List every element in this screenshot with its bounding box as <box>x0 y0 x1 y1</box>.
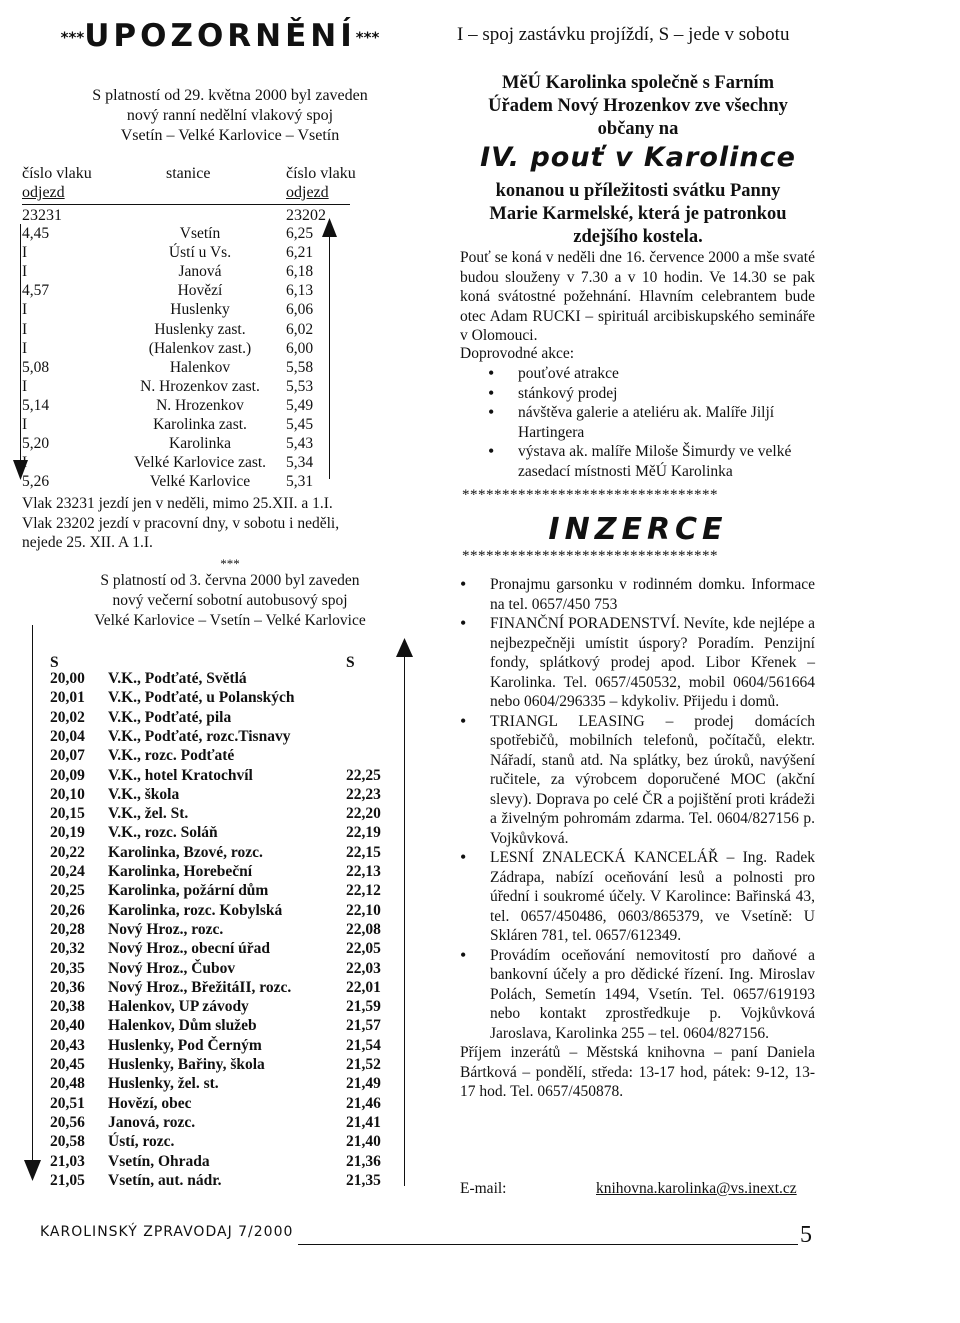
return-time: 5,45 <box>286 416 314 433</box>
return-time: 6,00 <box>286 339 314 357</box>
return-time: 21,40 <box>346 1133 381 1151</box>
table-row <box>0 301 400 320</box>
table-row <box>0 786 400 805</box>
departure-time: I <box>22 263 28 281</box>
station-name: N. Hrozenkov zast. <box>140 377 260 395</box>
stop-name: V.K., škola <box>108 785 180 803</box>
stop-name: Halenkov, Dům služeb <box>108 1017 257 1035</box>
ads-footer: Příjem inzerátů – Městská knihovna – paní Daniela Bártková – pondělí, středa: 13-17 hod, pátek: 9-12, 13-17 hod. Tel. 0657/450878. <box>460 1044 815 1100</box>
return-time: 22,15 <box>346 843 381 861</box>
return-time: 21,36 <box>346 1152 381 1170</box>
station-name: Karolinka <box>169 435 231 453</box>
table-row <box>0 1017 400 1036</box>
departure-time: I <box>22 339 28 357</box>
list-item: • výstava ak. malíře Miloše Šimurdy ve velké zasedací místnosti MěÚ Karolinka <box>460 442 815 481</box>
event-occasion <box>458 180 818 249</box>
train-header-rule <box>22 204 350 205</box>
train-col1-sub: odjezd <box>22 184 65 201</box>
return-time: 22,03 <box>346 959 381 977</box>
return-time: 6,13 <box>286 282 314 300</box>
station-name: Karolinka zast. <box>153 416 247 433</box>
notice-banner <box>35 18 405 54</box>
table-row <box>0 1172 400 1191</box>
return-time: 21,41 <box>346 1113 381 1131</box>
return-time: 21,49 <box>346 1075 381 1093</box>
table-row <box>0 359 400 378</box>
return-time: 6,06 <box>286 301 314 319</box>
bus-up-line <box>404 656 405 1186</box>
train-note: Vlak 23202 jezdí v pracovní dny, v sobotu i neděli, nejede 25. XII. A 1.I. <box>22 514 340 551</box>
outbound-time: 20,01 <box>50 689 85 707</box>
schedule-legend: I – spoj zastávku projíždí, S – jede v sobotu <box>457 24 790 45</box>
table-row <box>0 321 400 340</box>
train-col1-header: číslo vlaku <box>22 165 92 182</box>
outbound-time: 20,02 <box>50 708 85 726</box>
table-row <box>0 1114 400 1133</box>
departure-time: I <box>22 416 28 433</box>
return-time: 22,05 <box>346 940 381 958</box>
bus-intro <box>60 571 400 631</box>
invitation-line: MěÚ Karolinka společně s Farním <box>501 73 774 93</box>
outbound-time: 20,10 <box>50 785 85 803</box>
train-intro-line: S platností od 29. května 2000 byl zaveden <box>92 87 368 104</box>
table-row <box>0 747 400 766</box>
table-row <box>0 378 400 397</box>
return-time: 22,10 <box>346 901 381 919</box>
table-row <box>0 921 400 940</box>
outbound-time: 20,25 <box>50 882 85 900</box>
return-time: 22,13 <box>346 863 381 880</box>
banner-title: UPOZORNĚNÍ <box>84 18 356 54</box>
table-row <box>0 416 400 435</box>
stop-name: Huslenky, Bařiny, škola <box>108 1056 265 1073</box>
outbound-time: 20,32 <box>50 940 85 958</box>
stop-name: Nový Hroz., Čubov <box>108 959 236 977</box>
up-arrow-icon <box>396 638 413 658</box>
departure-time: I <box>22 454 28 472</box>
event-details: Pouť se koná v neděli dne 16. července 2000 a mše svaté budou slouženy v 7.30 a v 10 hodin. Ve 14.30 se pak koná svátostné požehnání. Hlavním celebrantem bude otec Adam RUCKI – spirituál arcibiskupského semináře v Olomouci. <box>460 249 815 344</box>
station-name: Huslenky <box>170 301 230 319</box>
table-row <box>0 1133 400 1152</box>
bus-col1-header: S <box>50 654 59 671</box>
outbound-time: 20,26 <box>50 901 85 919</box>
ad-item: • TRIANGL LEASING – prodej domácích spotřebičů, mobilních telefonů, počítačů, elektr. Nářadí, stanů atd. Na splátky, bez úroků, navýšení ručitele, za výrobcem doporučené MOC (akční slevy). Doprava po celé ČR a pojištění proti krádeži a živelným pohromám zdarma. Tel. 0604/827156 p. Vojkůvková. <box>460 712 815 849</box>
banner-stars-right: *** <box>355 28 380 47</box>
return-time: 21,52 <box>346 1056 381 1073</box>
section-separator: *** <box>220 556 240 571</box>
return-time: 6,21 <box>286 244 314 262</box>
table-row <box>0 902 400 921</box>
ads-list <box>460 575 815 1102</box>
outbound-time: 20,45 <box>50 1056 85 1073</box>
return-time: 21,46 <box>346 1094 381 1112</box>
departure-time: 5,08 <box>22 358 50 376</box>
table-row <box>0 882 400 901</box>
return-time: 22,20 <box>346 805 381 823</box>
page-footer <box>40 1222 812 1250</box>
station-name: Velké Karlovice zast. <box>133 454 267 472</box>
return-time: 5,34 <box>286 454 314 472</box>
outbound-time: 20,19 <box>50 824 85 842</box>
stop-name: V.K., Podťaté, rozc.Tisnavy <box>108 727 291 745</box>
stop-name: V.K., Podťaté, Světlá <box>108 670 247 687</box>
stop-name: Karolinka, požární dům <box>108 882 269 900</box>
outbound-time: 20,51 <box>50 1094 85 1112</box>
table-row <box>0 1056 400 1075</box>
train-note: Vlak 23231 jezdí jen v neděli, mimo 25.XII. a 1.I. <box>22 495 333 512</box>
side-events-list <box>460 364 815 481</box>
stop-name: V.K., žel. St. <box>108 805 189 823</box>
departure-time: 5,26 <box>22 473 50 491</box>
departure-time: 5,20 <box>22 435 50 453</box>
stop-name: V.K., rozc. Podťaté <box>108 747 235 765</box>
station-name: Vsetín <box>179 225 221 242</box>
outbound-time: 20,15 <box>50 805 85 823</box>
footer-rule <box>298 1244 798 1245</box>
stop-name: Huslenky, Pod Černým <box>108 1036 262 1054</box>
outbound-time: 20,43 <box>50 1036 85 1054</box>
departure-time: 4,57 <box>22 282 50 300</box>
stars-divider: ******************************** <box>462 548 718 564</box>
stop-name: Nový Hroz., rozc. <box>108 920 224 938</box>
table-row <box>0 244 400 263</box>
table-row <box>0 998 400 1017</box>
email-row <box>460 1180 815 1198</box>
return-time: 6,02 <box>286 320 314 338</box>
return-time: 21,54 <box>346 1036 381 1054</box>
table-row <box>0 397 400 416</box>
stop-name: Nový Hroz., BřežitáII, rozc. <box>108 978 292 996</box>
return-time: 21,35 <box>346 1171 381 1189</box>
station-name: Hovězí <box>177 282 223 300</box>
table-row <box>0 709 400 728</box>
outbound-time: 20,40 <box>50 1017 85 1035</box>
station-name: Velké Karlovice <box>149 473 251 491</box>
departure-time: 5,14 <box>22 396 50 414</box>
occasion-line: zdejšího kostela. <box>573 227 703 247</box>
table-row <box>0 805 400 824</box>
table-row <box>0 340 400 359</box>
ads-title: INZERCE <box>548 512 728 547</box>
occasion-line: konanou u příležitosti svátku Panny <box>495 181 781 201</box>
train-notes <box>22 494 377 553</box>
station-name: N. Hrozenkov <box>156 396 244 414</box>
return-time: 6,25 <box>286 225 314 242</box>
ad-item: • Pronajmu garsonku v rodinném domku. Informace na tel. 0657/450 753 <box>460 575 815 614</box>
train-intro-line: Vsetín – Velké Karlovice – Vsetín <box>120 127 340 144</box>
stop-name: V.K., Podťaté, pila <box>108 708 232 726</box>
train-col3-header: číslo vlaku <box>286 165 356 182</box>
ad-item: • Provádím oceňování nemovitostí pro daňové a bankovní účely a pro dědické řízení. Ing. Miroslav Polách, Semetín 1494, Vsetín. Tel. 0657/619193 nebo kontakt zprostředkuje p. Vojkůvková Jaroslava, Karolinka 255 – tel. 0604/827156. <box>460 946 815 1044</box>
outbound-time: 20,48 <box>50 1075 85 1093</box>
table-row <box>0 282 400 301</box>
return-time: 6,18 <box>286 263 314 281</box>
table-row <box>0 767 400 786</box>
stop-name: Vsetín, aut. nádr. <box>108 1171 222 1189</box>
table-row <box>0 263 400 282</box>
train-intro <box>60 86 400 146</box>
departure-time: I <box>22 377 28 395</box>
page-number: 5 <box>800 1222 812 1248</box>
stop-name: Karolinka, Horebeční <box>108 863 253 880</box>
train-col3-sub: odjezd <box>286 184 329 201</box>
train-col2-header: stanice <box>166 165 211 182</box>
return-time: 22,12 <box>346 882 381 900</box>
table-row <box>0 728 400 747</box>
invitation-heading <box>458 72 818 141</box>
outbound-time: 21,05 <box>50 1171 85 1189</box>
return-time: 22,08 <box>346 920 381 938</box>
stop-name: V.K., hotel Kratochvíl <box>108 766 253 784</box>
return-time: 22,19 <box>346 824 381 842</box>
table-row <box>0 863 400 882</box>
table-row <box>0 1095 400 1114</box>
station-name: (Halenkov zast.) <box>148 339 252 357</box>
table-row <box>0 844 400 863</box>
side-events-title: Doprovodné akce: <box>460 345 575 362</box>
stop-name: V.K., Podťaté, u Polanských <box>108 689 295 707</box>
table-row <box>0 454 400 473</box>
outbound-time: 21,03 <box>50 1152 85 1170</box>
outbound-time: 20,22 <box>50 843 85 861</box>
table-row <box>0 225 400 244</box>
stop-name: Vsetín, Ohrada <box>108 1152 210 1170</box>
departure-time: 4,45 <box>22 225 50 242</box>
outbound-time: 20,07 <box>50 747 85 765</box>
station-name: Huslenky zast. <box>154 320 246 338</box>
stop-name: Karolinka, Bzové, rozc. <box>108 843 263 861</box>
list-item: • pouťové atrakce <box>460 364 815 384</box>
outbound-time: 20,09 <box>50 766 85 784</box>
return-time: 5,43 <box>286 435 314 453</box>
station-name: Halenkov <box>169 358 231 376</box>
ad-item: • FINANČNÍ PORADENSTVÍ. Nevíte, kde nejlépe a nejbezpečněji umístit úspory? Poradím. Penzijní fondy, splátkový prodej apod. Libor Křenek – Karolinka. Tel. 0657/450532, mobil 0604/561664 nebo 0604/296335 – kdykoliv. Přijedu i domů. <box>460 614 815 712</box>
return-time: 21,59 <box>346 998 381 1016</box>
outbound-time: 20,38 <box>50 998 85 1016</box>
departure-time: I <box>22 301 28 319</box>
table-row <box>0 689 400 708</box>
outbound-time: 20,24 <box>50 863 85 880</box>
table-row <box>0 1037 400 1056</box>
list-item: • návštěva galerie a ateliéru ak. Malíře Jiljí Hartingera <box>460 403 815 442</box>
list-item: • stánkový prodej <box>460 384 815 404</box>
ad-item: • LESNÍ ZNALECKÁ KANCELÁŘ – Ing. Radek Zádrapa, nabízí oceňování lesů a polnosti pro úřední i soukromé účely. V Karolince: Bařinská 43, tel. 0657/450486, 0603/865379, ve Vsetíně: U Skláren 781, tel. 0657/612349. <box>460 848 815 946</box>
outbound-time: 20,36 <box>50 978 85 996</box>
banner-stars-left: *** <box>60 28 85 47</box>
bus-intro-line: S platností od 3. června 2000 byl zaveden <box>100 572 360 589</box>
table-row <box>0 960 400 979</box>
return-time: 5,31 <box>286 473 314 491</box>
stop-name: Nový Hroz., obecní úřad <box>108 940 271 958</box>
invitation-line: občany na <box>597 119 679 139</box>
stop-name: Ústí, rozc. <box>108 1133 175 1151</box>
departure-time: I <box>22 320 28 338</box>
table-row <box>0 473 400 492</box>
outbound-time: 20,04 <box>50 727 85 745</box>
table-row <box>0 435 400 454</box>
email-label: E-mail: <box>460 1180 507 1197</box>
email-link[interactable]: knihovna.karolinka@vs.inext.cz <box>596 1180 797 1197</box>
stop-name: Huslenky, žel. st. <box>108 1075 219 1093</box>
event-title: IV. pouť v Karolince <box>480 142 796 173</box>
stop-name: Hovězí, obec <box>108 1094 192 1112</box>
outbound-time: 20,28 <box>50 920 85 938</box>
stop-name: Halenkov, UP závody <box>108 998 249 1016</box>
stars-divider: ******************************** <box>462 487 718 503</box>
table-row <box>0 979 400 998</box>
station-name: Ústí u Vs. <box>168 244 232 262</box>
outbound-time: 20,00 <box>50 670 85 687</box>
return-time: 22,25 <box>346 766 381 784</box>
stop-name: Janová, rozc. <box>108 1113 196 1131</box>
departure-time: I <box>22 244 28 262</box>
table-row <box>0 1153 400 1172</box>
train-number-left: 23231 <box>22 207 62 224</box>
stop-name: V.K., rozc. Soláň <box>108 824 218 842</box>
train-intro-line: nový ranní nedělní vlakový spoj <box>126 107 334 124</box>
station-name: Janová <box>178 263 222 281</box>
return-time: 5,53 <box>286 377 314 395</box>
bus-intro-line: Velké Karlovice – Vsetín – Velké Karlovice <box>94 612 366 629</box>
outbound-time: 20,58 <box>50 1133 85 1151</box>
table-row <box>0 1075 400 1094</box>
table-row <box>0 670 400 689</box>
table-row <box>0 824 400 843</box>
outbound-time: 20,56 <box>50 1113 85 1131</box>
bus-col3-header: S <box>346 654 355 671</box>
stop-name: Karolinka, rozc. Kobylská <box>108 901 283 919</box>
return-time: 5,49 <box>286 396 314 414</box>
train-number-right: 23202 <box>286 207 326 224</box>
invitation-line: Úřadem Nový Hrozenkov zve všechny <box>488 96 788 116</box>
return-time: 5,58 <box>286 358 314 376</box>
table-row <box>0 940 400 959</box>
occasion-line: Marie Karmelské, která je patronkou <box>489 204 787 224</box>
outbound-time: 20,35 <box>50 959 85 977</box>
return-time: 22,01 <box>346 978 381 996</box>
return-time: 22,23 <box>346 785 381 803</box>
publication-name: KAROLINSKÝ ZPRAVODAJ 7/2000 <box>40 1224 294 1240</box>
bus-intro-line: nový večerní sobotní autobusový spoj <box>112 592 348 609</box>
return-time: 21,57 <box>346 1017 381 1035</box>
